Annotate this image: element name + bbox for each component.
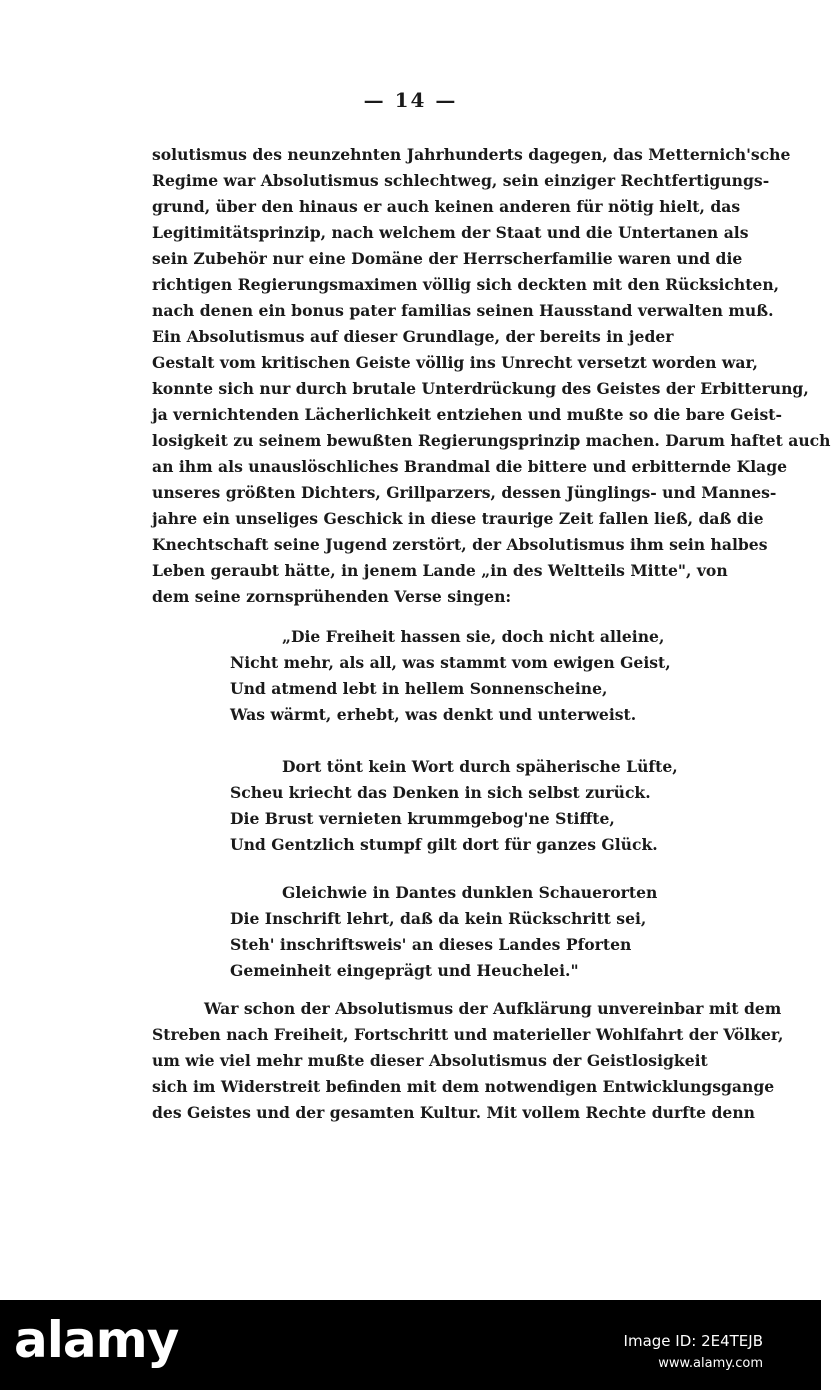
text-line: Knechtschaft seine Jugend zerstört, der Absolutismus ihm sein halbes <box>152 535 768 554</box>
verse-line: Und atmend lebt in hellem Sonnenscheine, <box>230 679 608 698</box>
image-id: Image ID: 2E4TEJB <box>623 1332 763 1350</box>
text-line: nach denen ein bonus pater familias seinen Hausstand verwalten muß. <box>152 301 774 320</box>
text-line: sich im Widerstreit befinden mit dem notwendigen Entwicklungsgange <box>152 1077 775 1096</box>
text-line: jahre ein unseliges Geschick in diese traurige Zeit fallen ließ, daß die <box>152 509 764 528</box>
text-line: losigkeit zu seinem bewußten Regierungsprinzip machen. Darum haftet auch <box>152 431 831 450</box>
text-line: solutismus des neunzehnten Jahrhunderts dagegen, das Metternich'sche <box>152 145 791 164</box>
text-line: grund, über den hinaus er auch keinen anderen für nötig hielt, das <box>152 197 741 216</box>
text-line: Ein Absolutismus auf dieser Grundlage, der bereits in jeder <box>152 327 674 346</box>
verse-line: „Die Freiheit hassen sie, doch nicht alleine, <box>282 627 665 646</box>
text-line: unseres größten Dichters, Grillparzers, dessen Jünglings- und Mannes- <box>152 483 777 502</box>
verse-line: Gleichwie in Dantes dunklen Schauerorten <box>282 883 658 902</box>
text-line: dem seine zornsprühenden Verse singen: <box>152 587 512 606</box>
paragraph-1 <box>152 142 831 610</box>
verse-stanza-1 <box>230 624 690 728</box>
text-line: Leben geraubt hätte, in jenem Lande „in des Weltteils Mitte", von <box>152 561 728 580</box>
text-line: Gestalt vom kritischen Geiste völlig ins Unrecht versetzt worden war, <box>152 353 758 372</box>
text-line: War schon der Absolutismus der Aufklärung unvereinbar mit dem <box>204 999 782 1018</box>
text-line: richtigen Regierungsmaximen völlig sich deckten mit den Rücksichten, <box>152 275 780 294</box>
verse-stanza-3 <box>230 880 690 984</box>
verse-line: Scheu kriecht das Denken in sich selbst zurück. <box>230 783 651 802</box>
verse-line: Und Gentzlich stumpf gilt dort für ganzes Glück. <box>230 835 658 854</box>
text-line: Streben nach Freiheit, Fortschritt und materieller Wohlfahrt der Völker, <box>152 1025 784 1044</box>
text-line: Regime war Absolutismus schlechtweg, sein einziger Rechtfertigungs- <box>152 171 770 190</box>
text-line: an ihm als unauslöschliches Brandmal die bittere und erbitternde Klage <box>152 457 788 476</box>
verse-stanza-2 <box>230 754 690 858</box>
text-line: um wie viel mehr mußte dieser Absolutismus der Geistlosigkeit <box>152 1051 708 1070</box>
text-line: konnte sich nur durch brutale Unterdrückung des Geistes der Erbitterung, <box>152 379 809 398</box>
verse-line: Nicht mehr, als all, was stammt vom ewigen Geist, <box>230 653 671 672</box>
alamy-logo: alamy <box>14 1311 179 1369</box>
paragraph-2 <box>152 996 784 1126</box>
text-line: ja vernichtenden Lächerlichkeit entziehen und mußte so die bare Geist- <box>152 405 782 424</box>
verse-line: Die Brust vernieten krummgebog'ne Stiffte, <box>230 809 615 828</box>
site-url: www.alamy.com <box>658 1356 763 1371</box>
text-line: sein Zubehör nur eine Domäne der Herrscherfamilie waren und die <box>152 249 743 268</box>
verse-line: Die Inschrift lehrt, daß da kein Rückschritt sei, <box>230 909 647 928</box>
text-line: Legitimitätsprinzip, nach welchem der Staat und die Untertanen als <box>152 223 749 242</box>
page-number: — 14 — <box>363 88 458 112</box>
verse-line: Was wärmt, erhebt, was denkt und unterweist. <box>230 705 637 724</box>
watermark-bar <box>0 1300 821 1390</box>
verse-line: Dort tönt kein Wort durch späherische Lüfte, <box>282 757 678 776</box>
verse-line: Gemeinheit eingeprägt und Heuchelei." <box>230 961 579 980</box>
verse-line: Steh' inschriftsweis' an dieses Landes Pforten <box>230 935 632 954</box>
text-line: des Geistes und der gesamten Kultur. Mit vollem Rechte durfte denn <box>152 1103 755 1122</box>
